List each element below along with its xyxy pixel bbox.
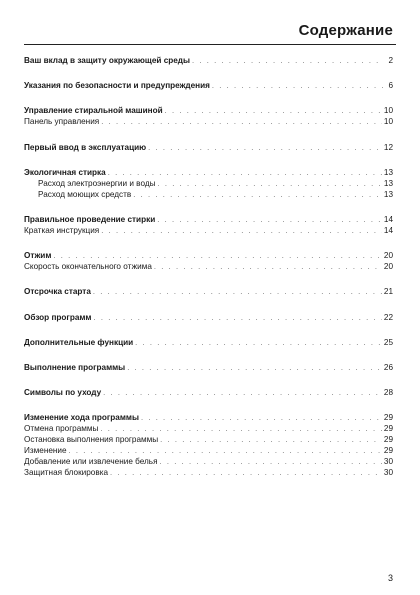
toc-chapter-entry[interactable] xyxy=(24,142,393,153)
toc-section xyxy=(24,412,393,478)
dot-leader xyxy=(108,167,382,178)
toc-entry-title: Отжим xyxy=(24,251,52,261)
toc-entry-title: Правильное проведение стирки xyxy=(24,214,156,224)
toc-chapter-entry[interactable] xyxy=(24,105,393,116)
toc-page-number: 14 xyxy=(383,225,393,235)
dot-leader xyxy=(69,445,382,456)
toc-subsection-entry[interactable] xyxy=(24,434,393,445)
dot-leader xyxy=(141,412,382,423)
toc-page-number: 26 xyxy=(383,362,393,372)
toc-chapter-entry[interactable] xyxy=(24,55,393,66)
toc-section xyxy=(24,142,393,153)
toc-subsection-entry[interactable] xyxy=(24,178,393,189)
toc-subsection-entry[interactable] xyxy=(24,423,393,434)
toc-entry-title: Расход моющих средств xyxy=(38,189,132,199)
dot-leader xyxy=(127,362,382,373)
toc-chapter-entry[interactable] xyxy=(24,214,393,225)
toc-entry-title: Первый ввод в эксплуатацию xyxy=(24,142,147,152)
dot-leader xyxy=(101,116,382,127)
dot-leader xyxy=(110,467,382,478)
toc-chapter-entry[interactable] xyxy=(24,387,393,398)
toc-entry-title: Остановка выполнения программы xyxy=(24,435,159,445)
toc-entry-title: Краткая инструкция xyxy=(24,225,100,235)
toc-subsection-entry[interactable] xyxy=(24,189,393,200)
toc-subsection-entry[interactable] xyxy=(24,456,393,467)
toc-page-number: 21 xyxy=(383,287,393,297)
table-of-contents xyxy=(24,55,393,492)
dot-leader xyxy=(135,337,382,348)
toc-entry-title: Дополнительные функции xyxy=(24,337,134,347)
toc-page-number: 2 xyxy=(388,56,393,65)
toc-section xyxy=(24,387,393,398)
toc-page-number: 29 xyxy=(383,446,393,456)
toc-entry-title: Управление стиральной машиной xyxy=(24,106,163,116)
toc-chapter-entry[interactable] xyxy=(24,80,393,91)
toc-entry-title: Скорость окончательного отжима xyxy=(24,262,152,272)
toc-subsection-entry[interactable] xyxy=(24,116,393,127)
toc-page-number: 13 xyxy=(383,167,393,177)
toc-page-number: 6 xyxy=(388,81,393,91)
toc-section xyxy=(24,167,393,200)
toc-entry-title: Обзор программ xyxy=(24,312,92,322)
title-divider xyxy=(24,44,396,45)
toc-subsection-entry[interactable] xyxy=(24,467,393,478)
dot-leader xyxy=(53,250,382,261)
toc-section xyxy=(24,80,393,91)
toc-chapter-entry[interactable] xyxy=(24,167,393,178)
toc-chapter-entry[interactable] xyxy=(24,312,393,323)
toc-section xyxy=(24,312,393,323)
toc-page-number: 29 xyxy=(383,413,393,423)
toc-entry-title: Изменение хода программы xyxy=(24,413,139,423)
page-number: 3 xyxy=(387,573,393,583)
toc-section xyxy=(24,250,393,272)
toc-page-number: 10 xyxy=(383,117,393,127)
toc-entry-title: Ваш вклад в защиту окружающей среды xyxy=(24,56,190,65)
toc-entry-title: Указания по безопасности и предупреждения xyxy=(24,81,210,91)
toc-entry-title: Добавление или извлечение белья xyxy=(24,457,158,467)
toc-entry-title: Панель управления xyxy=(24,117,100,127)
dot-leader xyxy=(212,80,383,91)
dot-leader xyxy=(100,423,381,434)
toc-page-number: 29 xyxy=(383,435,393,445)
toc-entry-title: Символы по уходу xyxy=(24,388,102,398)
dot-leader xyxy=(94,312,382,323)
dot-leader xyxy=(148,142,382,153)
toc-entry-title: Экологичная стирка xyxy=(24,167,106,177)
toc-subsection-entry[interactable] xyxy=(24,225,393,236)
toc-section xyxy=(24,337,393,348)
dot-leader xyxy=(133,189,382,200)
toc-page-number: 20 xyxy=(383,262,393,272)
toc-page-number: 13 xyxy=(383,189,393,199)
toc-page-number: 12 xyxy=(383,142,393,152)
dot-leader xyxy=(103,387,382,398)
toc-page-number: 29 xyxy=(383,424,393,434)
dot-leader xyxy=(157,178,381,189)
toc-page-number: 20 xyxy=(383,251,393,261)
dot-leader xyxy=(101,225,382,236)
toc-page-number: 14 xyxy=(383,214,393,224)
toc-subsection-entry[interactable] xyxy=(24,261,393,272)
toc-section xyxy=(24,214,393,236)
page-title: Содержание xyxy=(298,22,393,39)
dot-leader xyxy=(93,286,382,297)
toc-page-number: 25 xyxy=(383,337,393,347)
toc-entry-title: Изменение xyxy=(24,446,67,456)
toc-chapter-entry[interactable] xyxy=(24,337,393,348)
dot-leader xyxy=(160,456,382,467)
toc-chapter-entry[interactable] xyxy=(24,412,393,423)
toc-entry-title: Отмена программы xyxy=(24,424,99,434)
toc-page-number: 13 xyxy=(383,178,393,188)
toc-section xyxy=(24,55,393,66)
toc-entry-title: Защитная блокировка xyxy=(24,468,109,478)
toc-entry-title: Расход электроэнергии и воды xyxy=(38,178,156,188)
dot-leader xyxy=(192,55,383,66)
dot-leader xyxy=(160,434,382,445)
toc-entry-title: Отсрочка старта xyxy=(24,287,91,297)
toc-chapter-entry[interactable] xyxy=(24,250,393,261)
toc-section xyxy=(24,105,393,127)
toc-chapter-entry[interactable] xyxy=(24,362,393,373)
dot-leader xyxy=(154,261,382,272)
dot-leader xyxy=(157,214,382,225)
toc-page-number: 10 xyxy=(383,106,393,116)
toc-subsection-entry[interactable] xyxy=(24,445,393,456)
toc-entry-title: Выполнение программы xyxy=(24,362,126,372)
toc-chapter-entry[interactable] xyxy=(24,286,393,297)
toc-page-number: 30 xyxy=(383,468,393,478)
dot-leader xyxy=(165,105,382,116)
toc-section xyxy=(24,286,393,297)
toc-page-number: 28 xyxy=(383,388,393,398)
toc-page-number: 22 xyxy=(383,312,393,322)
toc-page-number: 30 xyxy=(383,457,393,467)
toc-section xyxy=(24,362,393,373)
